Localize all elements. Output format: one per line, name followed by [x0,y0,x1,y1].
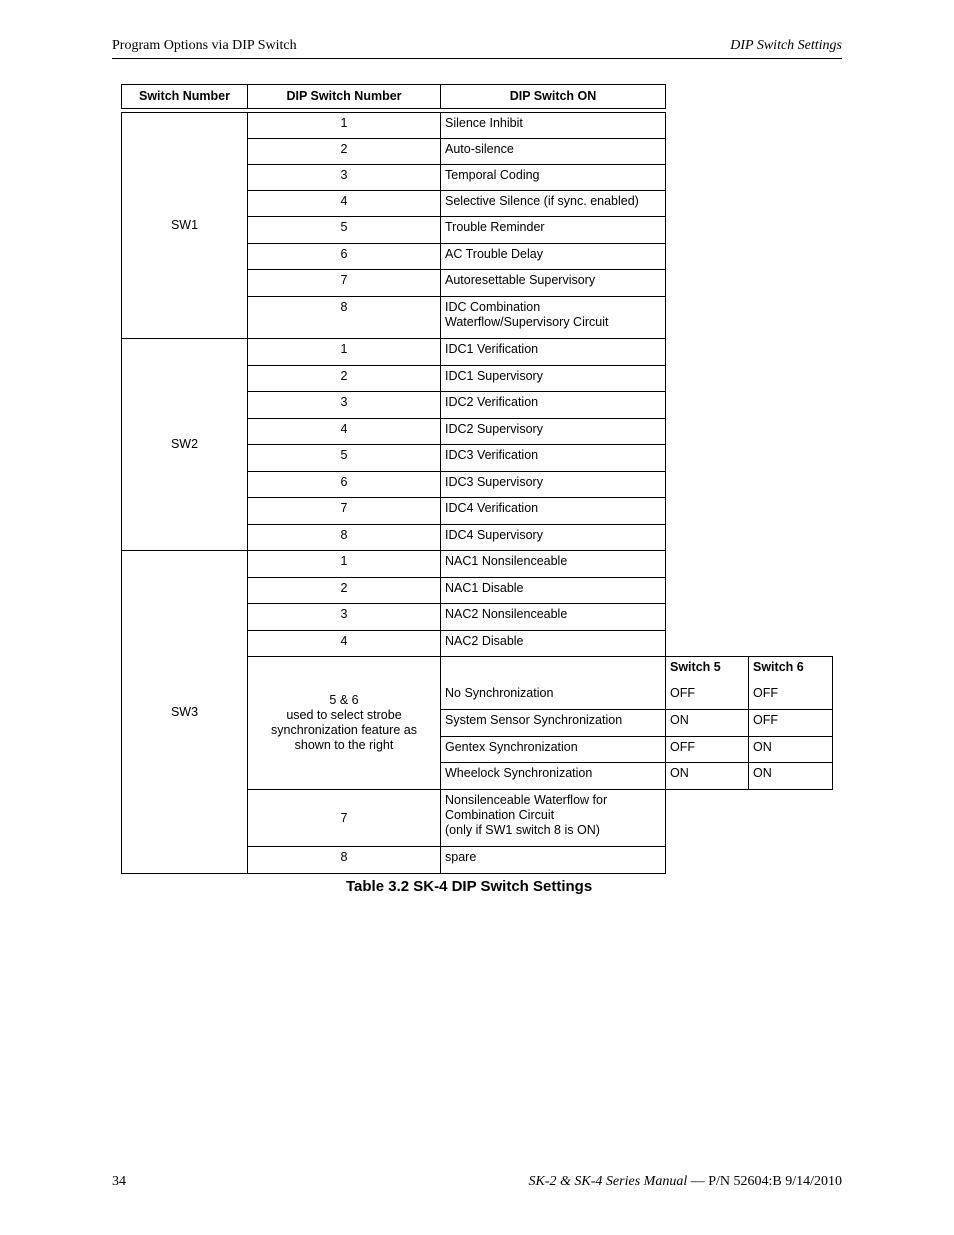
sw3-dip-number: 8 [247,846,441,874]
sw2-dip-number: 5 [247,444,441,472]
sw2-dip-function: IDC2 Supervisory [440,418,666,445]
sw2-dip-number: 3 [247,391,441,419]
sw2-dip-function: IDC1 Verification [440,338,666,366]
sw1-dip-function: Auto-silence [440,138,666,165]
sync-option: Wheelock Synchronization [440,762,666,790]
sw2-dip-function: IDC3 Supervisory [440,471,666,498]
footer-manual-title: SK-2 & SK-4 Series Manual [528,1174,688,1189]
sw3-label: SW3 [121,550,248,874]
sync-switch-5-value: ON [665,709,749,737]
sync-switch-6-value: ON [748,736,833,763]
sw2-dip-function: IDC4 Supervisory [440,524,666,551]
sw1-dip-function: Selective Silence (if sync. enabled) [440,190,666,217]
sync-switch-header: Switch 5 [670,660,721,674]
sw2-dip-number: 4 [247,418,441,445]
sw1-dip-function: Temporal Coding [440,164,666,191]
sw2-dip-number: 7 [247,497,441,525]
sw2-dip-number: 8 [247,524,441,551]
sync-switch-5-value: ON [665,762,749,790]
sw3-dip-function: NAC2 Nonsilenceable [440,603,666,631]
sw2-dip-function: IDC1 Supervisory [440,365,666,392]
sw3-dip-number: 1 [247,550,441,578]
sw1-dip-number: 1 [247,112,441,139]
sw1-dip-function: Silence Inhibit [440,112,666,139]
sw2-dip-number: 1 [247,338,441,366]
sw1-dip-number: 3 [247,164,441,191]
header-dip-switch-number: DIP Switch Number [247,84,441,109]
sync-switch-5-value: OFF [665,736,749,763]
sw3-dip-function: NAC1 Nonsilenceable [440,550,666,578]
sw1-dip-function: AC Trouble Delay [440,243,666,270]
sw2-dip-function: IDC2 Verification [440,391,666,419]
header-left: Program Options via DIP Switch [112,38,297,53]
footer-page-number: 34 [112,1174,126,1189]
sw3-dip-number: 2 [247,577,441,604]
table-caption: Table 3.2 SK-4 DIP Switch Settings [346,878,593,895]
sw3-dip-function: NAC1 Disable [440,577,666,604]
header-dip-switch-on: DIP Switch ON [440,84,666,109]
header-switch-number: Switch Number [121,84,248,109]
sw1-dip-function: IDC Combination Waterflow/Supervisory Circuit [440,296,666,339]
sw1-dip-number: 2 [247,138,441,165]
sw2-dip-function: IDC4 Verification [440,497,666,525]
sw1-label: SW1 [121,112,248,339]
sw3-dip-number: 7 [247,789,441,847]
sw3-dip-function: spare [440,846,666,874]
sw3-dip-number: 3 [247,603,441,631]
sw1-dip-function: Trouble Reminder [440,216,666,244]
sync-switch-value: OFF [753,686,778,700]
sw2-label: SW2 [121,338,248,551]
sync-option: No Synchronization [440,656,666,710]
sw3-dip-function: Nonsilenceable Waterflow for Combination Circuit (only if SW1 switch 8 is ON) [440,789,666,847]
sync-option: Gentex Synchronization [440,736,666,763]
sw3-sync-dip-number: 5 & 6 used to select strobe synchronization feature as shown to the right [247,656,441,790]
footer-part-number: — P/N 52604:B 9/14/2010 [687,1174,842,1189]
sw1-dip-number: 5 [247,216,441,244]
sync-switch-5-column [665,656,749,710]
sw1-dip-number: 8 [247,296,441,339]
sw1-dip-number: 4 [247,190,441,217]
header-right: DIP Switch Settings [730,38,842,53]
sync-option: System Sensor Synchronization [440,709,666,737]
sync-switch-6-value: OFF [748,709,833,737]
sync-switch-6-column [748,656,833,710]
sw2-dip-number: 2 [247,365,441,392]
footer-manual [529,1174,842,1190]
sw2-dip-number: 6 [247,471,441,498]
sync-switch-6-value: ON [748,762,833,790]
sw3-dip-function: NAC2 Disable [440,630,666,657]
sync-switch-header: Switch 6 [753,660,804,674]
sw1-dip-function: Autoresettable Supervisory [440,269,666,297]
sw1-dip-number: 7 [247,269,441,297]
sw3-dip-number: 4 [247,630,441,657]
sync-switch-value: OFF [670,686,695,700]
sw2-dip-function: IDC3 Verification [440,444,666,472]
sw1-dip-number: 6 [247,243,441,270]
